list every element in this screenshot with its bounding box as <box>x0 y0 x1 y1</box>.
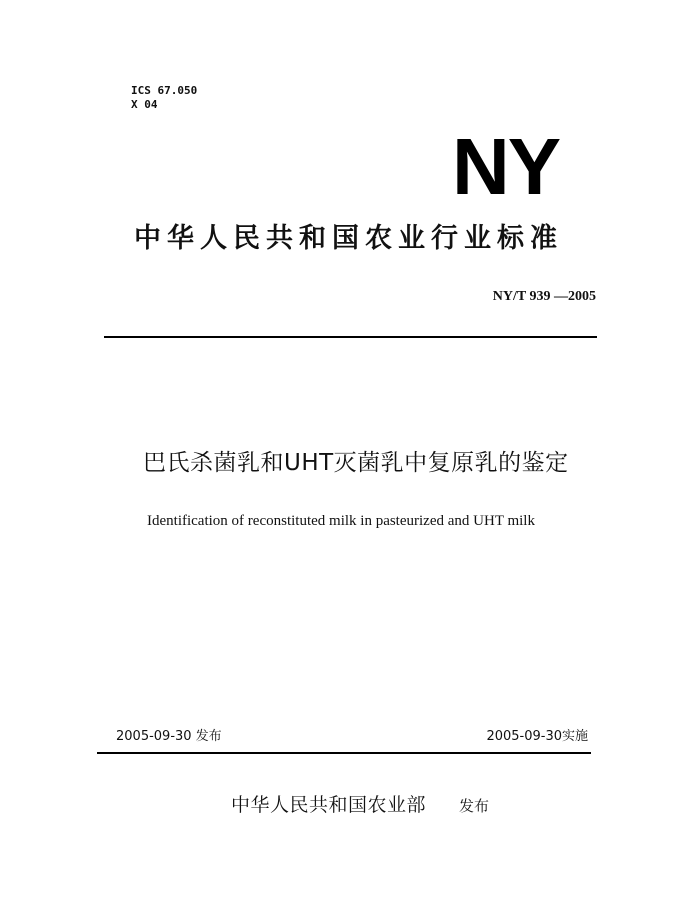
top-divider <box>104 336 597 338</box>
standard-number: NY/T 939 —2005 <box>492 289 596 304</box>
title-english: Identification of reconstituted milk in pasteurized and UHT milk <box>147 513 535 529</box>
implementation-date: 2005-09-30实施 <box>486 729 588 744</box>
bottom-divider <box>97 752 591 754</box>
issue-date: 2005-09-30 发布 <box>116 729 222 744</box>
title-chinese: 巴氏杀菌乳和UHT灭菌乳中复原乳的鉴定 <box>143 450 569 476</box>
publisher-name: 中华人民共和国农业部 <box>231 794 427 816</box>
ny-logo: NY <box>452 122 560 211</box>
classification-code: X 04 <box>131 98 158 111</box>
publish-label: 发布 <box>459 797 490 815</box>
standard-category: 中华人民共和国农业行业标准 <box>134 223 563 254</box>
ics-code: ICS 67.050 <box>131 84 198 97</box>
